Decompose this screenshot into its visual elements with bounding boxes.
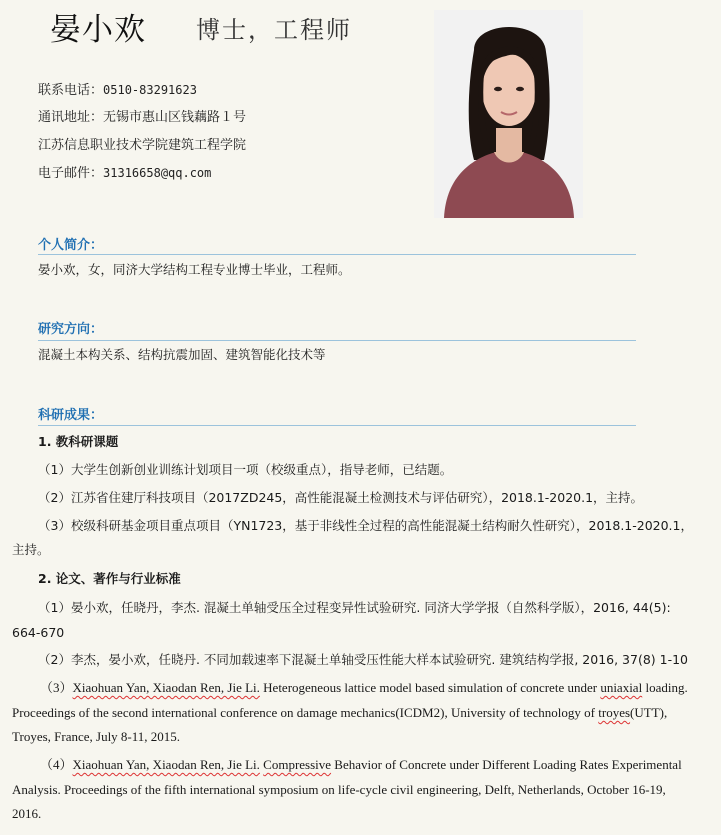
project-item-continued: 主持。: [12, 542, 50, 557]
person-title: 博士，工程师: [196, 16, 352, 44]
portrait-illustration: [434, 10, 583, 218]
person-name: 晏小欢: [50, 12, 146, 48]
paper-item-continued: 2016.: [12, 806, 42, 821]
project-item: （1）大学生创新创业训练计划项目一项（校级重点），指导老师，已结题。: [38, 462, 453, 477]
phone-value: 0510-83291623: [103, 83, 197, 97]
paper-title: loading.: [642, 680, 688, 695]
paper-item: （1）晏小欢，任晓丹，李杰. 混凝土单轴受压全过程变异性试验研究. 同济大学学报（自然科学版），2016, 44(5):: [38, 600, 671, 615]
paper-venue: (UTT),: [630, 705, 668, 720]
phone-label: 联系电话：: [38, 83, 104, 98]
email-value: 31316658@qq.com: [103, 166, 212, 180]
contact-address: [38, 106, 246, 125]
paper-title: Heterogeneous lattice model based simulation of concrete under: [259, 680, 601, 695]
address-label: 通讯地址：: [38, 110, 104, 125]
spellcheck-word: troyes: [598, 705, 631, 720]
paper-authors: Xiaohuan Yan, Xiaodan Ren, Jie Li.: [72, 680, 260, 695]
paper-title: Behavior of Concrete under Different Loading Rates Experimental: [331, 757, 682, 772]
paper-item-continued: [12, 701, 667, 725]
project-item: （2）江苏省住建厅科技项目（2017ZD245，高性能混凝土检测技术与评估研究），2018.1-2020.1，主持。: [38, 490, 644, 505]
spellcheck-word: Compressive: [263, 757, 332, 772]
projects-heading: 1. 教科研课题: [38, 434, 119, 449]
spellcheck-word: uniaxial: [600, 680, 643, 695]
intro-text: 晏小欢，女，同济大学结构工程专业博士毕业，工程师。: [38, 262, 351, 277]
paper-item-english: [40, 676, 688, 700]
email-label: 电子邮件：: [38, 166, 104, 181]
project-item: （3）校级科研基金项目重点项目（YN1723，基于非线性全过程的高性能混凝土结构耐久性研究），2018.1-2020.1，: [38, 518, 693, 533]
section-divider: [38, 425, 636, 426]
section-divider: [38, 340, 636, 341]
paper-number: （3）: [40, 680, 73, 695]
section-achievements-title: 科研成果：: [38, 408, 104, 423]
paper-venue: Proceedings of the second international conference on damage mechanics(ICDM2), University of technology of: [12, 705, 599, 720]
paper-authors: Xiaohuan Yan, Xiaodan Ren, Jie Li.: [72, 757, 260, 772]
paper-item-continued: 664-670: [12, 625, 65, 640]
paper-item: （2）李杰，晏小欢，任晓丹. 不同加载速率下混凝土单轴受压性能大样本试验研究. 建筑结构学报, 2016, 37(8) 1-10: [38, 652, 689, 667]
section-research-title: 研究方向：: [38, 322, 104, 337]
contact-institution: 江苏信息职业技术学院建筑工程学院: [38, 138, 247, 153]
paper-number: （4）: [40, 757, 73, 772]
paper-item-continued: Troyes, France, July 8-11, 2015.: [12, 729, 181, 744]
paper-item-english: [40, 753, 682, 777]
section-intro-title: 个人简介：: [38, 238, 104, 253]
paper-item-continued: Analysis. Proceedings of the fifth international symposium on life-cycle civil engineering, Delft, Netherlands, October 16-19,: [12, 782, 666, 797]
papers-heading: 2. 论文、著作与行业标准: [38, 571, 181, 586]
contact-email: [38, 162, 211, 181]
portrait-photo: [434, 10, 583, 218]
address-value: 无锡市惠山区钱藕路１号: [103, 110, 247, 125]
contact-phone: [38, 79, 197, 98]
research-text: 混凝土本构关系、结构抗震加固、建筑智能化技术等: [38, 347, 326, 362]
section-divider: [38, 254, 636, 255]
